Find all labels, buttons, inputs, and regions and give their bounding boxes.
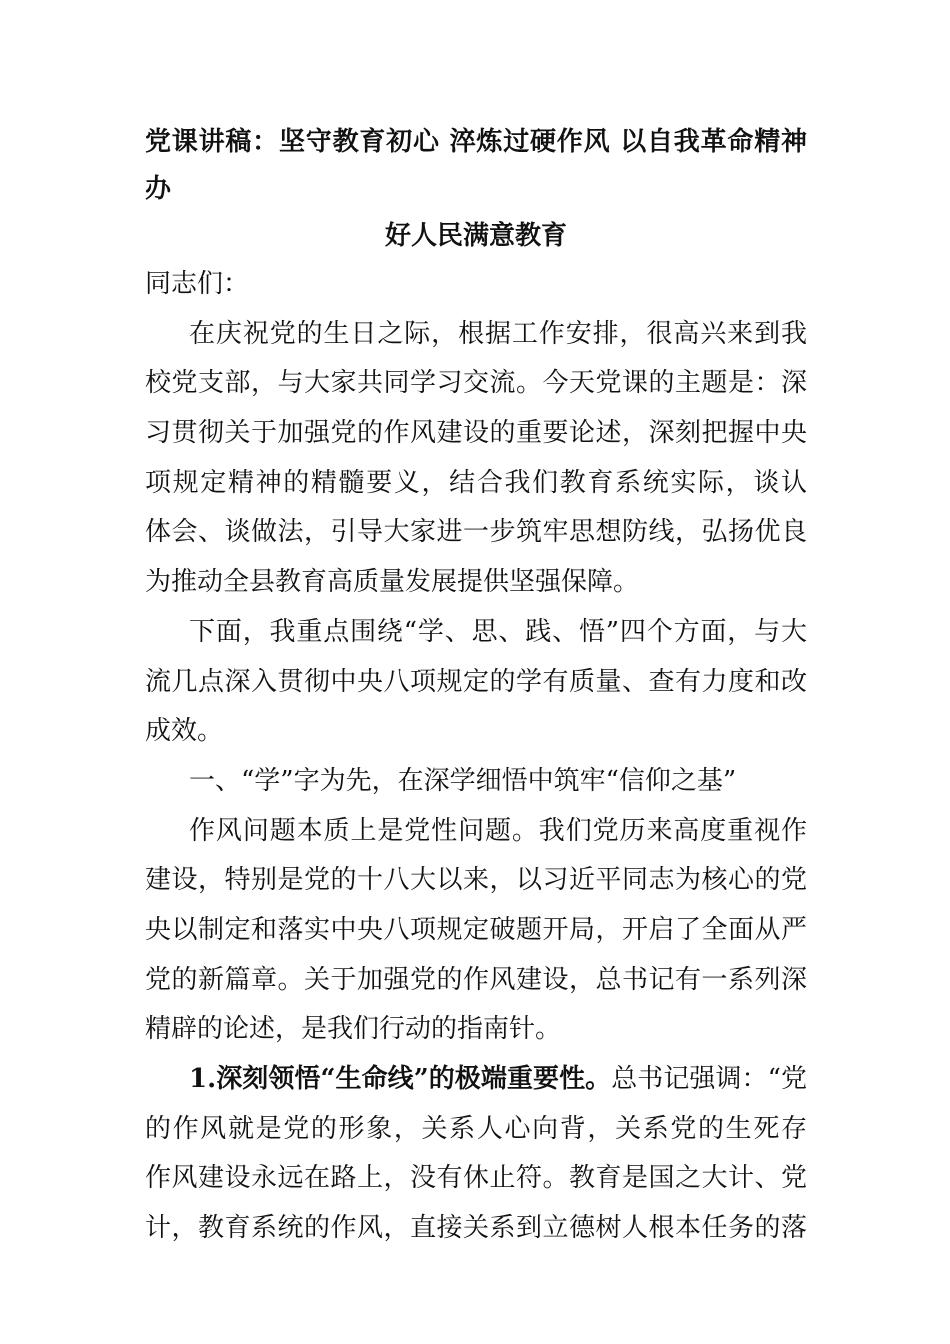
greeting: 同志们： (145, 269, 250, 299)
text-line: 项规定精神的精髓要义，结合我们教育系统实际，谈认 (145, 467, 807, 498)
text-line: 校党支部，与大家共同学习交流。今天党课的主题是：深 (145, 368, 807, 399)
text-line: 在庆祝党的生日之际，根据工作安排，很高兴来到我 (189, 318, 807, 349)
text-line: 体会、谈做法，引导大家进一步筑牢思想防线，弘扬优良 (145, 517, 807, 548)
text-line: 成效。 (145, 716, 224, 747)
point-1-heading: 1.深刻领悟“生命线”的极端重要性。 (189, 1064, 612, 1094)
title-line-2: 好人民满意教育 (384, 221, 567, 251)
paragraph-outline (145, 608, 807, 757)
text-line: 习贯彻关于加强党的作风建设的重要论述，深刻把握中央 (145, 418, 807, 449)
paragraph-section-1 (145, 807, 807, 1055)
text-span: 总书记强调：“党 (611, 1064, 807, 1094)
text-line: 流几点深入贯彻中央八项规定的学有质量、查有力度和改 (145, 666, 807, 697)
text-line: 建设，特别是党的十八大以来，以习近平同志为核心的党 (145, 865, 807, 896)
text-line (145, 1055, 807, 1105)
section-heading-1: 一、“学”字为先，在深学细悟中筑牢“信仰之基” (189, 765, 737, 796)
text-line: 为推动全县教育高质量发展提供坚强保障。 (145, 567, 640, 598)
text-line: 作风问题本质上是党性问题。我们党历来高度重视作 (189, 815, 807, 846)
paragraph-point-1 (145, 1055, 807, 1254)
paragraph-intro (145, 310, 807, 608)
text-line: 党的新篇章。关于加强党的作风建设，总书记有一系列深 (145, 964, 807, 995)
text-line: 精辟的论述，是我们行动的指南针。 (145, 1014, 562, 1045)
text-line: 作风建设永远在路上，没有休止符。教育是国之大计、党 (145, 1163, 807, 1194)
text-line: 的作风就是党的形象，关系人心向背，关系党的生死存 (145, 1113, 807, 1144)
text-line: 央以制定和落实中央八项规定破题开局，开启了全面从严 (145, 914, 807, 945)
document-page (145, 119, 807, 1254)
title-line-1: 党课讲稿：坚守教育初心 淬炼过硬作风 以自我革命精神办 (145, 127, 807, 204)
text-line: 计，教育系统的作风，直接关系到立德树人根本任务的落 (145, 1213, 807, 1244)
text-line: 下面，我重点围绕“学、思、践、悟”四个方面，与大 (189, 616, 807, 647)
